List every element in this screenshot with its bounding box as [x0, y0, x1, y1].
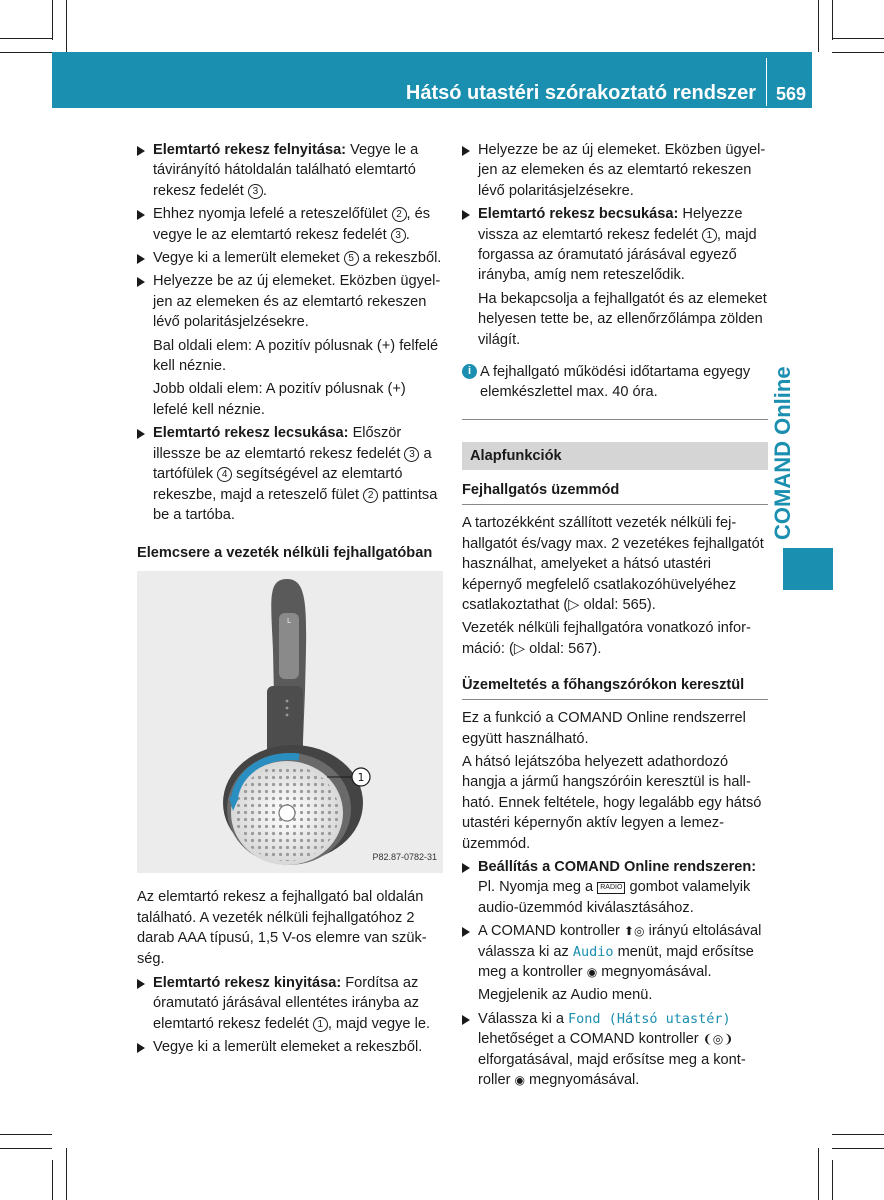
step-text: Vegye ki a lemerült elemeket a rekeszből.	[153, 1039, 423, 1056]
note-indicator-lamp: Ha bekapcsolja a fejhallgatót és az elemeket helyesen tette be, az ellenőrzőlámpa zölden világít.	[478, 290, 767, 348]
crop-mark	[0, 38, 52, 39]
page-title: Hátsó utastéri szórakoztató rendszer	[405, 82, 756, 104]
section-heading-headphone-battery: Elemcsere a vezeték nélküli fejhallgatóban	[137, 545, 433, 562]
note-audio-menu: Megjelenik az Audio menü.	[478, 987, 653, 1004]
crop-mark	[832, 38, 884, 39]
note-right-battery: Jobb oldali elem: A pozitív pólusnak (+) lefelé kell néznie.	[153, 381, 406, 418]
step-open-cup-cover	[137, 973, 443, 1034]
step-text: irányú eltolásával válassza ki az	[478, 923, 762, 960]
step-text: pattintsa be a tartóba.	[153, 486, 438, 523]
figure-code: P82.87-0782-31	[372, 851, 437, 862]
step-text: , majd forgassa az óramutató járásával egyező irányba, amíg nem reteszelődik.	[478, 226, 757, 284]
step-press-latch	[137, 204, 443, 245]
step-insert-new-batteries	[462, 140, 768, 201]
step-text: menüt, majd erősítse meg a kontroller	[478, 943, 754, 980]
callout-2-icon: 2	[392, 207, 407, 222]
callout-5-icon: 5	[344, 251, 359, 266]
step-open-cover	[137, 140, 443, 201]
step-text: Vegye le a távirányító hátoldalán található elemtartó rekesz fedelét	[153, 142, 419, 199]
page-number: 569	[776, 84, 807, 104]
paragraph: A hátsó lejátszóba helyezett adathordozó hangja a jármű hangszóróin keresztül is hallható. Ennek feltétele, hogy legalább egy hátsó utastéri képernyőn aktív legyen a lemezüzemmód.	[462, 753, 762, 852]
crop-mark	[0, 1148, 52, 1149]
step-text: , és vegye le az elemtartó rekesz fedelét	[153, 206, 431, 243]
headphone-illustration	[137, 571, 443, 873]
step-text: gombot valamelyik audio-üzemmód kiválasztásához.	[478, 879, 751, 916]
step-text: .	[262, 182, 267, 199]
heading-headphone-mode: Fejhallgatós üzemmód	[462, 480, 768, 505]
step-remove-batteries	[137, 248, 443, 268]
callout-1-icon: 1	[702, 228, 717, 243]
crop-mark	[832, 52, 884, 53]
step-lead: Elemtartó rekesz kinyitása:	[153, 974, 342, 991]
step-text: megnyomásával.	[597, 964, 712, 980]
step-text: Válassza ki a	[478, 1010, 569, 1027]
step-close-cover	[137, 423, 443, 525]
step-lead: Elemtartó rekesz becsukása:	[478, 206, 679, 223]
paragraph: Ez a funkció a COMAND Online rendszerrel együtt használható.	[462, 710, 746, 747]
paragraph: Vezeték nélküli fejhallgatóra vonatkozó információ: (▷ oldal: 567).	[462, 620, 751, 657]
callout-3-icon: 3	[248, 184, 263, 199]
header-separator	[766, 58, 767, 106]
step-insert-batteries	[137, 271, 443, 332]
step-close-cup-cover	[462, 204, 768, 286]
figure-caption: Az elemtartó rekesz a fejhallgató bal oldalán található. A vezeték nélküli fejhallgatóhoz 2 darab AAA típusú, 1,5 V-os elemre van szükség.	[137, 889, 427, 967]
menu-name-audio: Audio	[572, 943, 614, 960]
crop-mark	[0, 1134, 52, 1135]
callout-3-icon: 3	[404, 447, 419, 462]
step-text: Vegye ki a lemerült elemeket	[153, 250, 344, 267]
callout-3-icon: 3	[391, 228, 406, 243]
step-text: segítségével az elemtartó rekeszbe, majd a reteszelő fület	[153, 466, 403, 503]
step-text: a rekeszből.	[358, 250, 442, 267]
step-text: a tartófülek	[153, 445, 432, 483]
crop-mark	[818, 0, 819, 52]
step-text: megnyomásával.	[524, 1072, 640, 1089]
step-text: , majd vegye le.	[327, 1015, 431, 1032]
crop-mark	[52, 1160, 53, 1200]
step-text: Fordítsa az óramutató járásával ellentétes irányba az elemtartó rekesz fedelét	[153, 974, 420, 1032]
headphone-figure	[137, 571, 443, 873]
crop-mark	[832, 1134, 884, 1135]
info-icon: i	[462, 364, 477, 379]
step-lead: Elemtartó rekesz lecsukása:	[153, 425, 349, 442]
section-bar-basic-functions: Alapfunkciók	[462, 442, 768, 470]
svg-text:1: 1	[357, 771, 365, 785]
step-text: A COMAND kontroller	[478, 923, 624, 940]
step-lead: Elemtartó rekesz felnyitása:	[153, 142, 347, 158]
paragraph: A tartozékként szállított vezeték nélküli fejhallgatót és/vagy max. 2 vezetékes fejhallgatót használhat, amelyeket a hátsó utastéri képernyő megfelelő csatlakozóhüvelyéhez csatlakoztathat (▷ oldal: 565).	[462, 515, 764, 613]
menu-option-rear: Fond (Hátsó utastér)	[568, 1010, 731, 1027]
step-text: Ehhez nyomja lefelé a reteszelőfület	[153, 206, 392, 223]
info-note	[462, 362, 768, 420]
crop-mark	[818, 1148, 819, 1200]
step-lead: Beállítás a COMAND Online rendszeren:	[478, 858, 757, 875]
callout-1-icon: 1	[313, 1017, 328, 1032]
info-text: A fejhallgató működési időtartama egyegy elemkészlettel max. 40 óra.	[480, 364, 751, 401]
step-text: elforgatásával, majd erősítse meg a kontroller	[478, 1051, 746, 1089]
crop-mark	[52, 0, 53, 40]
radio-button-icon: RADIO	[597, 882, 625, 894]
right-column	[462, 140, 768, 1093]
step-controller-audio	[462, 921, 768, 982]
chapter-tab-marker	[783, 548, 833, 590]
crop-mark	[832, 1148, 884, 1149]
callout-2-icon: 2	[363, 488, 378, 503]
step-text: Helyezze vissza az elemtartó rekesz fedelét	[478, 206, 743, 243]
step-setup-comand	[462, 857, 768, 918]
controller-rotate-icon: ❨◎❩	[702, 1032, 734, 1047]
step-text: Helyezze be az új elemeket. Eközben ügyeljen az elemeken és az elemtartó rekeszen lévő polaritásjelzésekre.	[478, 142, 766, 199]
crop-mark	[832, 1160, 833, 1200]
controller-press-icon: ◉	[514, 1073, 525, 1088]
crop-mark	[832, 0, 833, 40]
step-select-rear	[462, 1009, 768, 1091]
svg-text:L: L	[287, 617, 291, 626]
heading-speaker-operation: Üzemeltetés a főhangszórókon keresztül	[462, 675, 768, 700]
step-text: Pl. Nyomja meg a	[478, 879, 598, 896]
chapter-side-label: COMAND Online	[770, 366, 795, 540]
step-text: Először illessze be az elemtartó rekesz fedelét	[153, 425, 405, 462]
crop-mark	[66, 1148, 67, 1200]
controller-press-icon: ◉	[586, 965, 598, 979]
note-left-battery: Bal oldali elem: A pozitív pólusnak (+) felfelé kell néznie.	[153, 337, 439, 375]
step-remove-old-batteries	[137, 1037, 443, 1057]
step-text: Helyezze be az új elemeket. Eközben ügyeljen az elemeken és az elemtartó rekeszen lévő polaritásjelzésekre.	[153, 273, 441, 331]
controller-slide-up-icon: ⬆◎	[623, 924, 645, 939]
step-text: lehetőséget a COMAND kontroller	[478, 1031, 703, 1048]
left-column	[137, 140, 443, 1061]
callout-4-icon: 4	[217, 467, 232, 482]
crop-mark	[66, 0, 67, 52]
step-text: .	[405, 226, 410, 243]
crop-mark	[0, 52, 52, 53]
